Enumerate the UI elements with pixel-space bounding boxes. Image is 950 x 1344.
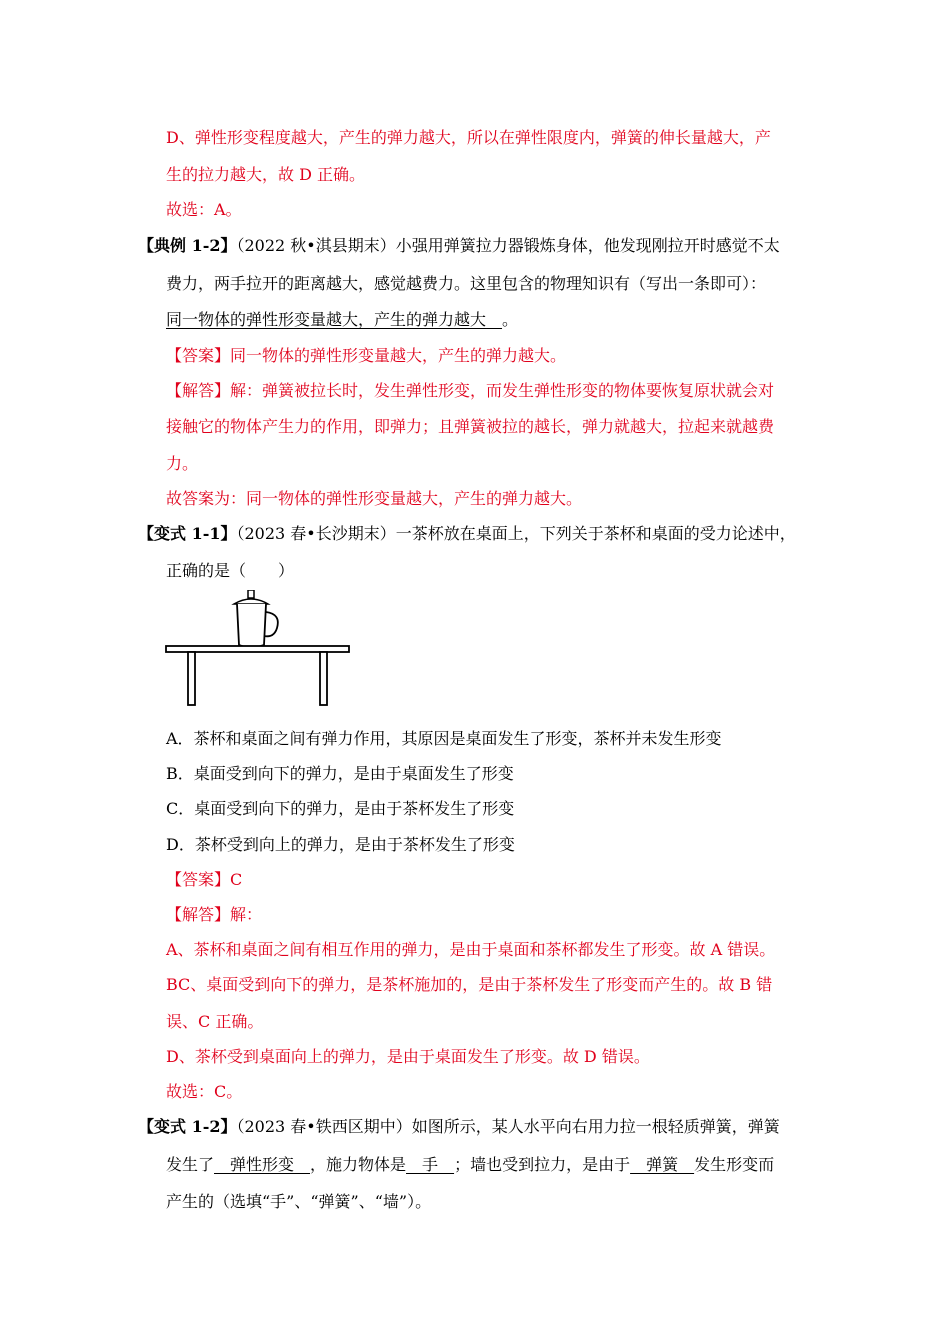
variant-1-1-analysis-head: 【解答】解： xyxy=(166,905,263,924)
solution-d-line-2: 生的拉力越大，故 D 正确。 xyxy=(166,165,366,184)
blank-answer-1: 弹性形变 xyxy=(214,1155,311,1174)
choose-a: 故选：A。 xyxy=(166,200,242,219)
variant-1-1-analysis-d: D、茶杯受到桌面向上的弹力，是由于桌面发生了形变。故 D 错误。 xyxy=(166,1047,650,1066)
variant-1-2-line-1 xyxy=(138,1115,780,1139)
example-1-2-final: 故答案为：同一物体的弹性形变量越大，产生的弹力越大。 xyxy=(166,489,583,508)
cup-on-table-figure xyxy=(164,590,354,710)
example-1-2-line-2: 费力，两手拉开的距离越大，感觉越费力。这里包含的物理知识有（写出一条即可）： xyxy=(166,274,767,293)
variant-1-1-choose: 故选：C。 xyxy=(166,1082,243,1101)
table-leg-right xyxy=(320,652,327,705)
variant-1-1-line-1 xyxy=(138,522,796,546)
fill-blank-answer: 同一物体的弹性形变量越大，产生的弹力越大 xyxy=(166,310,487,329)
cup-lid xyxy=(234,599,268,604)
example-1-2-answer: 【答案】同一物体的弹性形变量越大，产生的弹力越大。 xyxy=(166,346,567,365)
variant-1-2-text-d: 发生形变而 xyxy=(694,1155,775,1174)
variant-1-1-tag: 【变式 1-1】 xyxy=(138,524,237,543)
blank-answer-3: 弹簧 xyxy=(630,1155,695,1174)
cup-body xyxy=(237,604,266,648)
variant-1-1-analysis-a: A、茶杯和桌面之间有相互作用的弹力，是由于桌面和茶杯都发生了形变。故 A 错误。 xyxy=(166,940,776,959)
variant-1-1-stem: （2023 春•长沙期末）一茶杯放在桌面上，下列关于茶杯和桌面的受力论述中， xyxy=(236,524,796,543)
variant-1-1-analysis-bc-1: BC、桌面受到向下的弹力，是茶杯施加的，是由于茶杯发生了形变而产生的。故 B 错 xyxy=(166,975,773,994)
variant-1-2-stem: （2023 春•铁西区期中）如图所示，某人水平向右用力拉一根轻质弹簧，弹簧 xyxy=(236,1117,780,1136)
example-1-2-analysis-1: 【解答】解：弹簧被拉长时，发生弹性形变，而发生弹性形变的物体要恢复原状就会对 xyxy=(166,381,775,400)
variant-1-2-line-2 xyxy=(166,1153,774,1177)
variant-1-1-analysis-bc-2: 误、C 正确。 xyxy=(166,1012,264,1031)
variant-1-2-text-c: ；墙也受到拉力，是由于 xyxy=(454,1155,631,1174)
example-1-2-line-1 xyxy=(138,234,780,258)
example-1-2-analysis-2: 接触它的物体产生力的作用，即弹力；且弹簧被拉的越长，弹力就越大，拉起来就越费 xyxy=(166,417,775,436)
variant-1-2-text-a: 发生了 xyxy=(166,1155,215,1174)
option-a: A．茶杯和桌面之间有弹力作用，其原因是桌面发生了形变，茶杯并未发生形变 xyxy=(166,729,722,748)
variant-1-2-tag: 【变式 1-2】 xyxy=(138,1117,237,1136)
variant-1-2-text-b: ，施力物体是 xyxy=(310,1155,407,1174)
cup-lid-knob xyxy=(248,590,254,598)
solution-d-line-1: D、弹性形变程度越大，产生的弹力越大，所以在弹性限度内，弹簧的伸长量越大，产 xyxy=(166,128,771,147)
option-c: C．桌面受到向下的弹力，是由于茶杯发生了形变 xyxy=(166,799,515,818)
example-1-2-analysis-3: 力。 xyxy=(166,454,199,473)
variant-1-1-line-2: 正确的是（ ） xyxy=(166,561,295,580)
table-top xyxy=(166,646,349,652)
blank-answer-2: 手 xyxy=(406,1155,455,1174)
table-leg-left xyxy=(188,652,195,705)
example-1-2-stem: （2022 秋•淇县期末）小强用弹簧拉力器锻炼身体，他发现刚拉开时感觉不太 xyxy=(236,236,780,255)
example-1-2-blank-line xyxy=(166,308,518,332)
option-d: D．茶杯受到向上的弹力，是由于茶杯发生了形变 xyxy=(166,835,515,854)
variant-1-1-answer: 【答案】C xyxy=(166,870,243,889)
example-1-2-tag: 【典例 1-2】 xyxy=(138,236,237,255)
variant-1-2-line-3: 产生的（选填“手”、“弹簧”、“墙”）。 xyxy=(166,1192,432,1211)
option-b: B．桌面受到向下的弹力，是由于桌面发生了形变 xyxy=(166,764,514,783)
blank-tail: 。 xyxy=(502,310,519,329)
